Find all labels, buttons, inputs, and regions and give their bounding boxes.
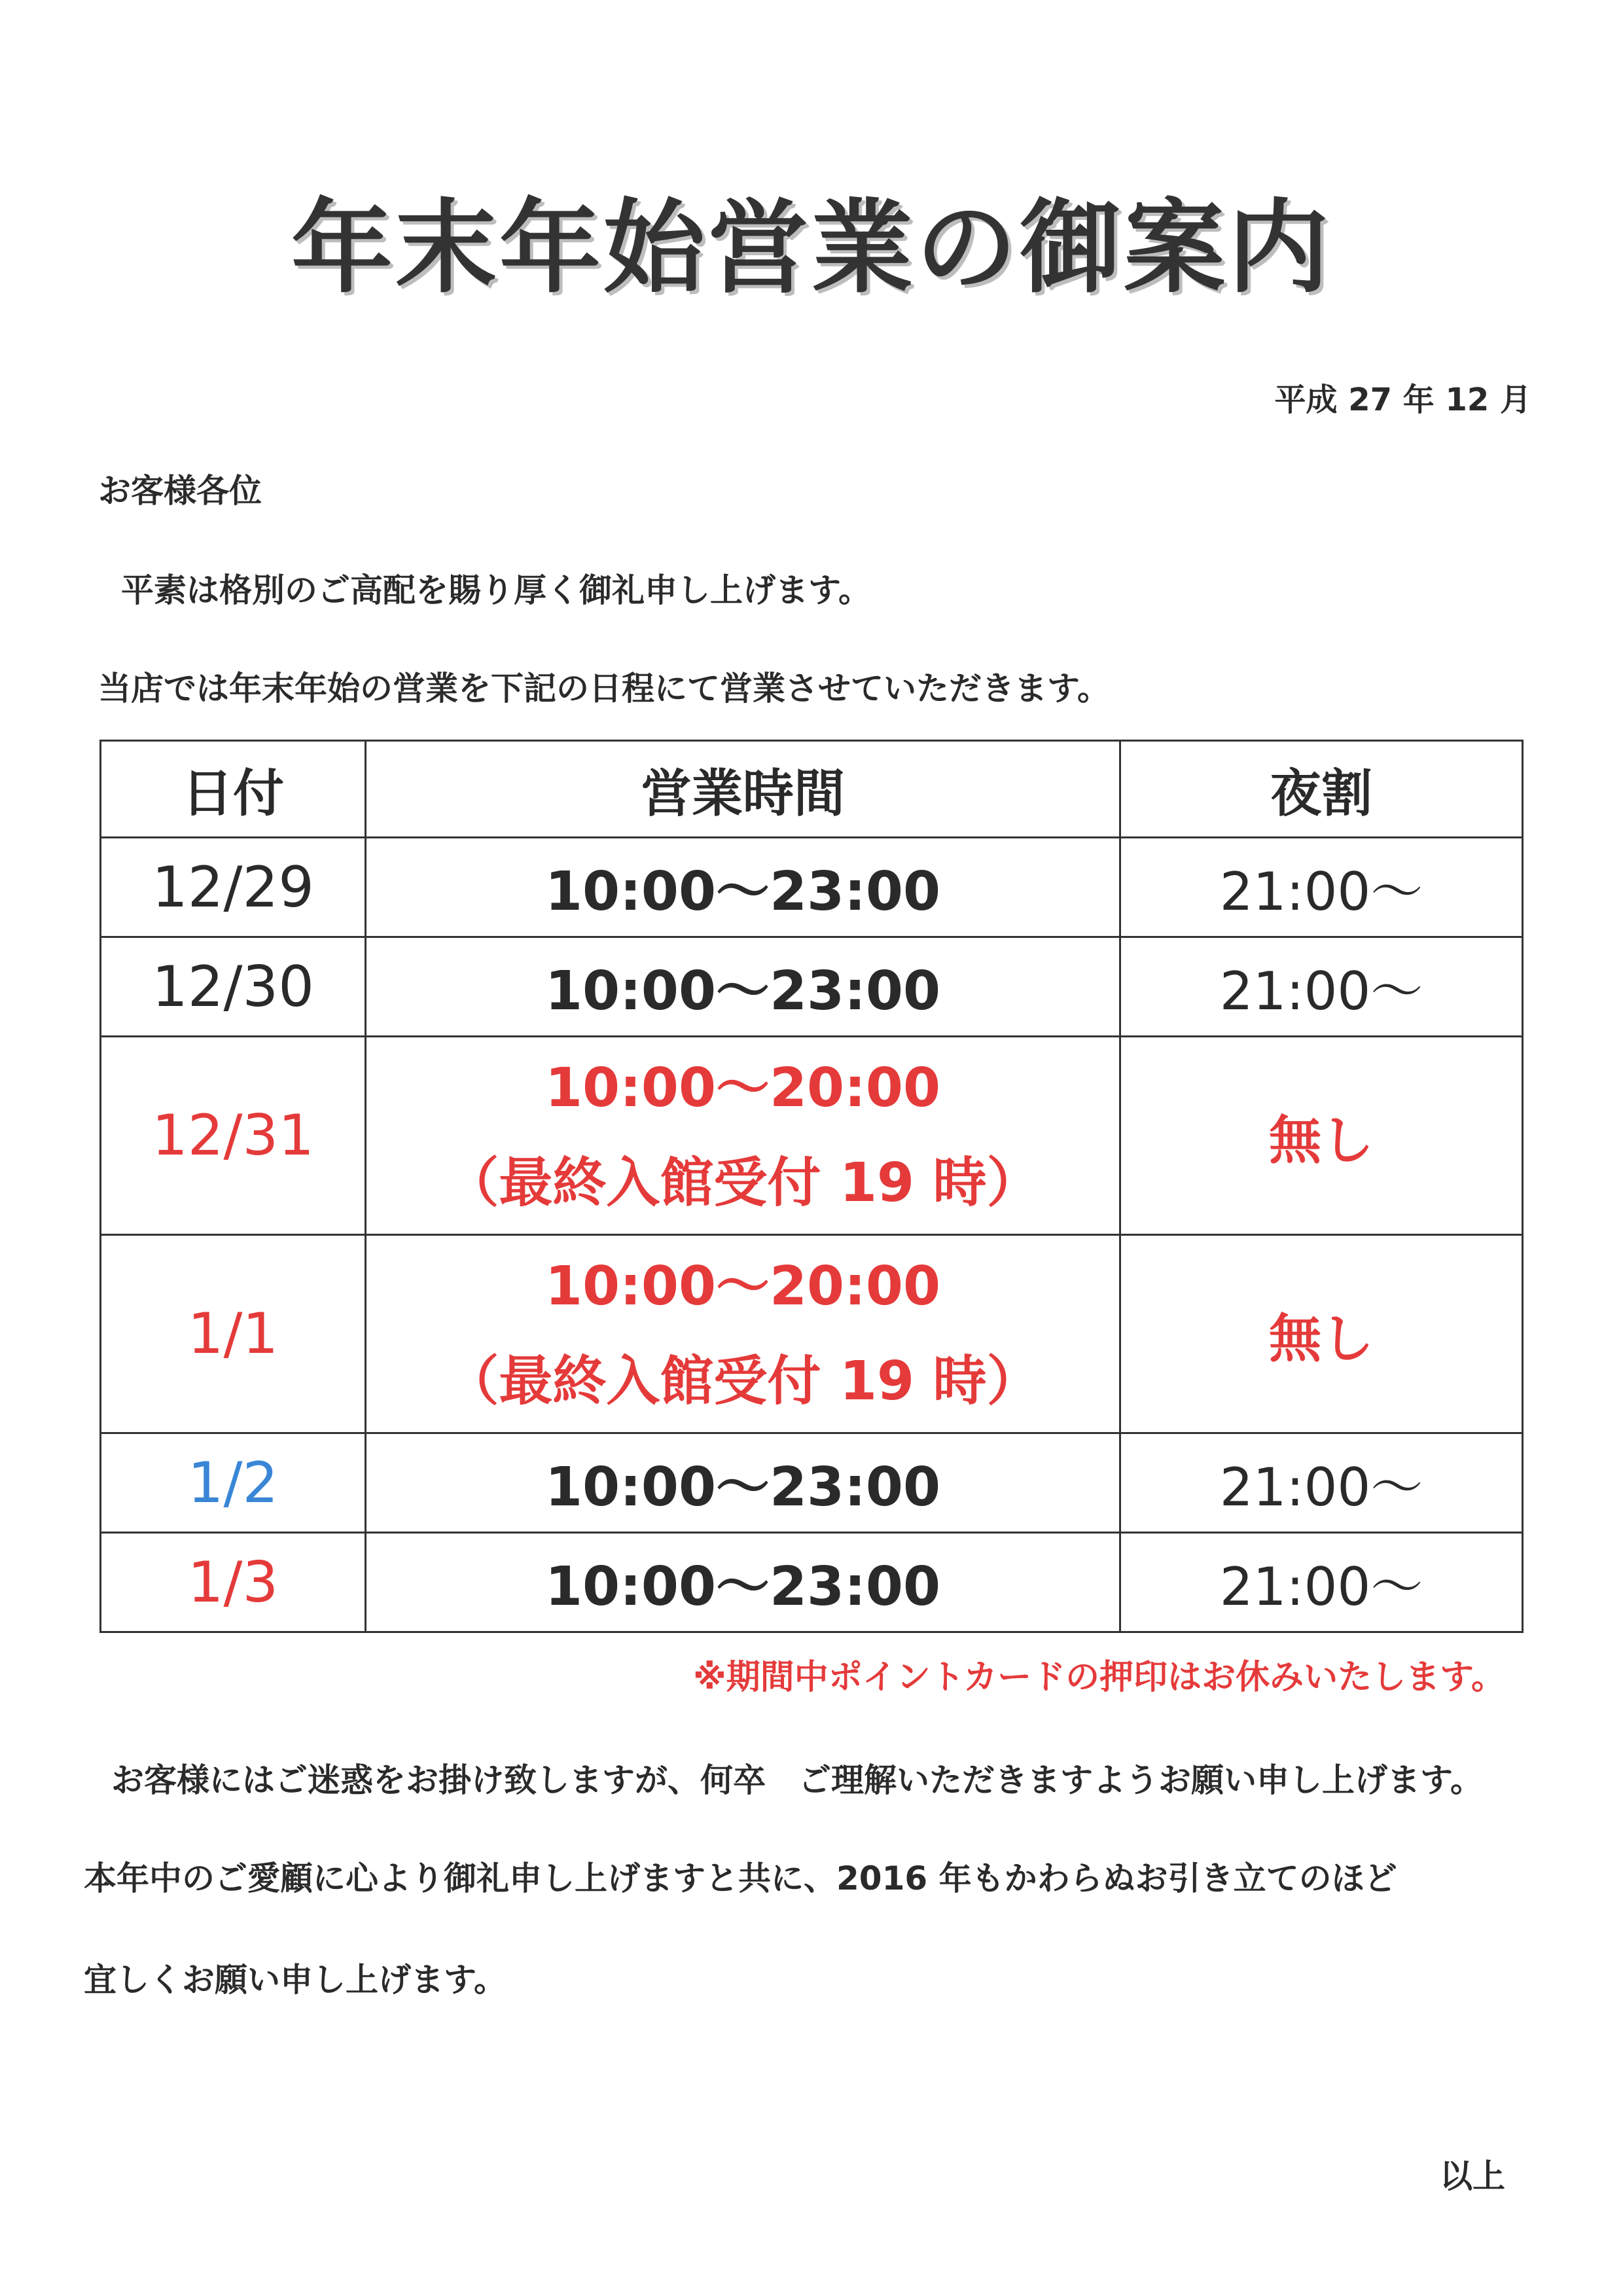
row-night: 21:00～ [1120, 1433, 1523, 1533]
table-row [101, 1037, 1523, 1235]
row-hours [366, 1235, 1120, 1433]
row-hours: 10:00～23:00 [366, 838, 1120, 937]
page-title: 年末年始営業の御案内 [291, 188, 1332, 307]
intro-line-2: 当店では年末年始の営業を下記の日程にて営業させていただきます。 [98, 670, 1110, 708]
row-date: 1/1 [101, 1235, 366, 1433]
row-night: 無し [1120, 1235, 1523, 1433]
table-row [101, 937, 1523, 1037]
row-night: 21:00～ [1120, 937, 1523, 1037]
table-header-row [101, 741, 1523, 838]
table-row [101, 838, 1523, 937]
header-date: 日付 [101, 741, 366, 838]
row-hours-main: 10:00～20:00 [544, 1057, 941, 1119]
row-hours-main: 10:00～20:00 [544, 1255, 941, 1318]
row-date: 12/31 [101, 1037, 366, 1235]
row-hours: 10:00～23:00 [366, 1433, 1120, 1533]
table-row [101, 1533, 1523, 1632]
row-night: 21:00～ [1120, 838, 1523, 937]
body-line-2: 本年中のご愛顧に心より御礼申し上げますと共に、2016 年もかわらぬお引き立てのほど [84, 1859, 1397, 1897]
intro-line-1: 平素は格別のご高配を賜り厚く御礼申し上げます。 [121, 571, 871, 609]
row-hours-sub: （最終入館受付 19 時） [445, 1152, 1041, 1214]
row-night: 無し [1120, 1037, 1523, 1235]
row-date: 12/30 [101, 937, 366, 1037]
schedule-table [99, 740, 1524, 1633]
row-hours: 10:00～23:00 [366, 937, 1120, 1037]
point-card-note: ※期間中ポイントカードの押印はお休みいたします。 [693, 1658, 1505, 1697]
table-row [101, 1235, 1523, 1433]
greeting: お客様各位 [98, 472, 262, 510]
row-hours: 10:00～23:00 [366, 1533, 1120, 1632]
row-date: 1/3 [101, 1533, 366, 1632]
body-line-1: お客様にはご迷惑をお掛け致しますが、何卒 ご理解いただきますようお願い申し上げます。 [111, 1761, 1483, 1799]
body-line-3: 宜しくお願い申し上げます。 [84, 1961, 507, 1999]
row-hours-sub: （最終入館受付 19 時） [445, 1350, 1041, 1412]
closing-mark: 以上 [1440, 2157, 1505, 2195]
row-date: 1/2 [101, 1433, 366, 1533]
row-date: 12/29 [101, 838, 366, 937]
issue-date: 平成 27 年 12 月 [1274, 382, 1531, 418]
row-night: 21:00～ [1120, 1533, 1523, 1632]
table-row [101, 1433, 1523, 1533]
row-hours [366, 1037, 1120, 1235]
header-hours: 営業時間 [366, 741, 1120, 838]
header-night-discount: 夜割 [1120, 741, 1523, 838]
